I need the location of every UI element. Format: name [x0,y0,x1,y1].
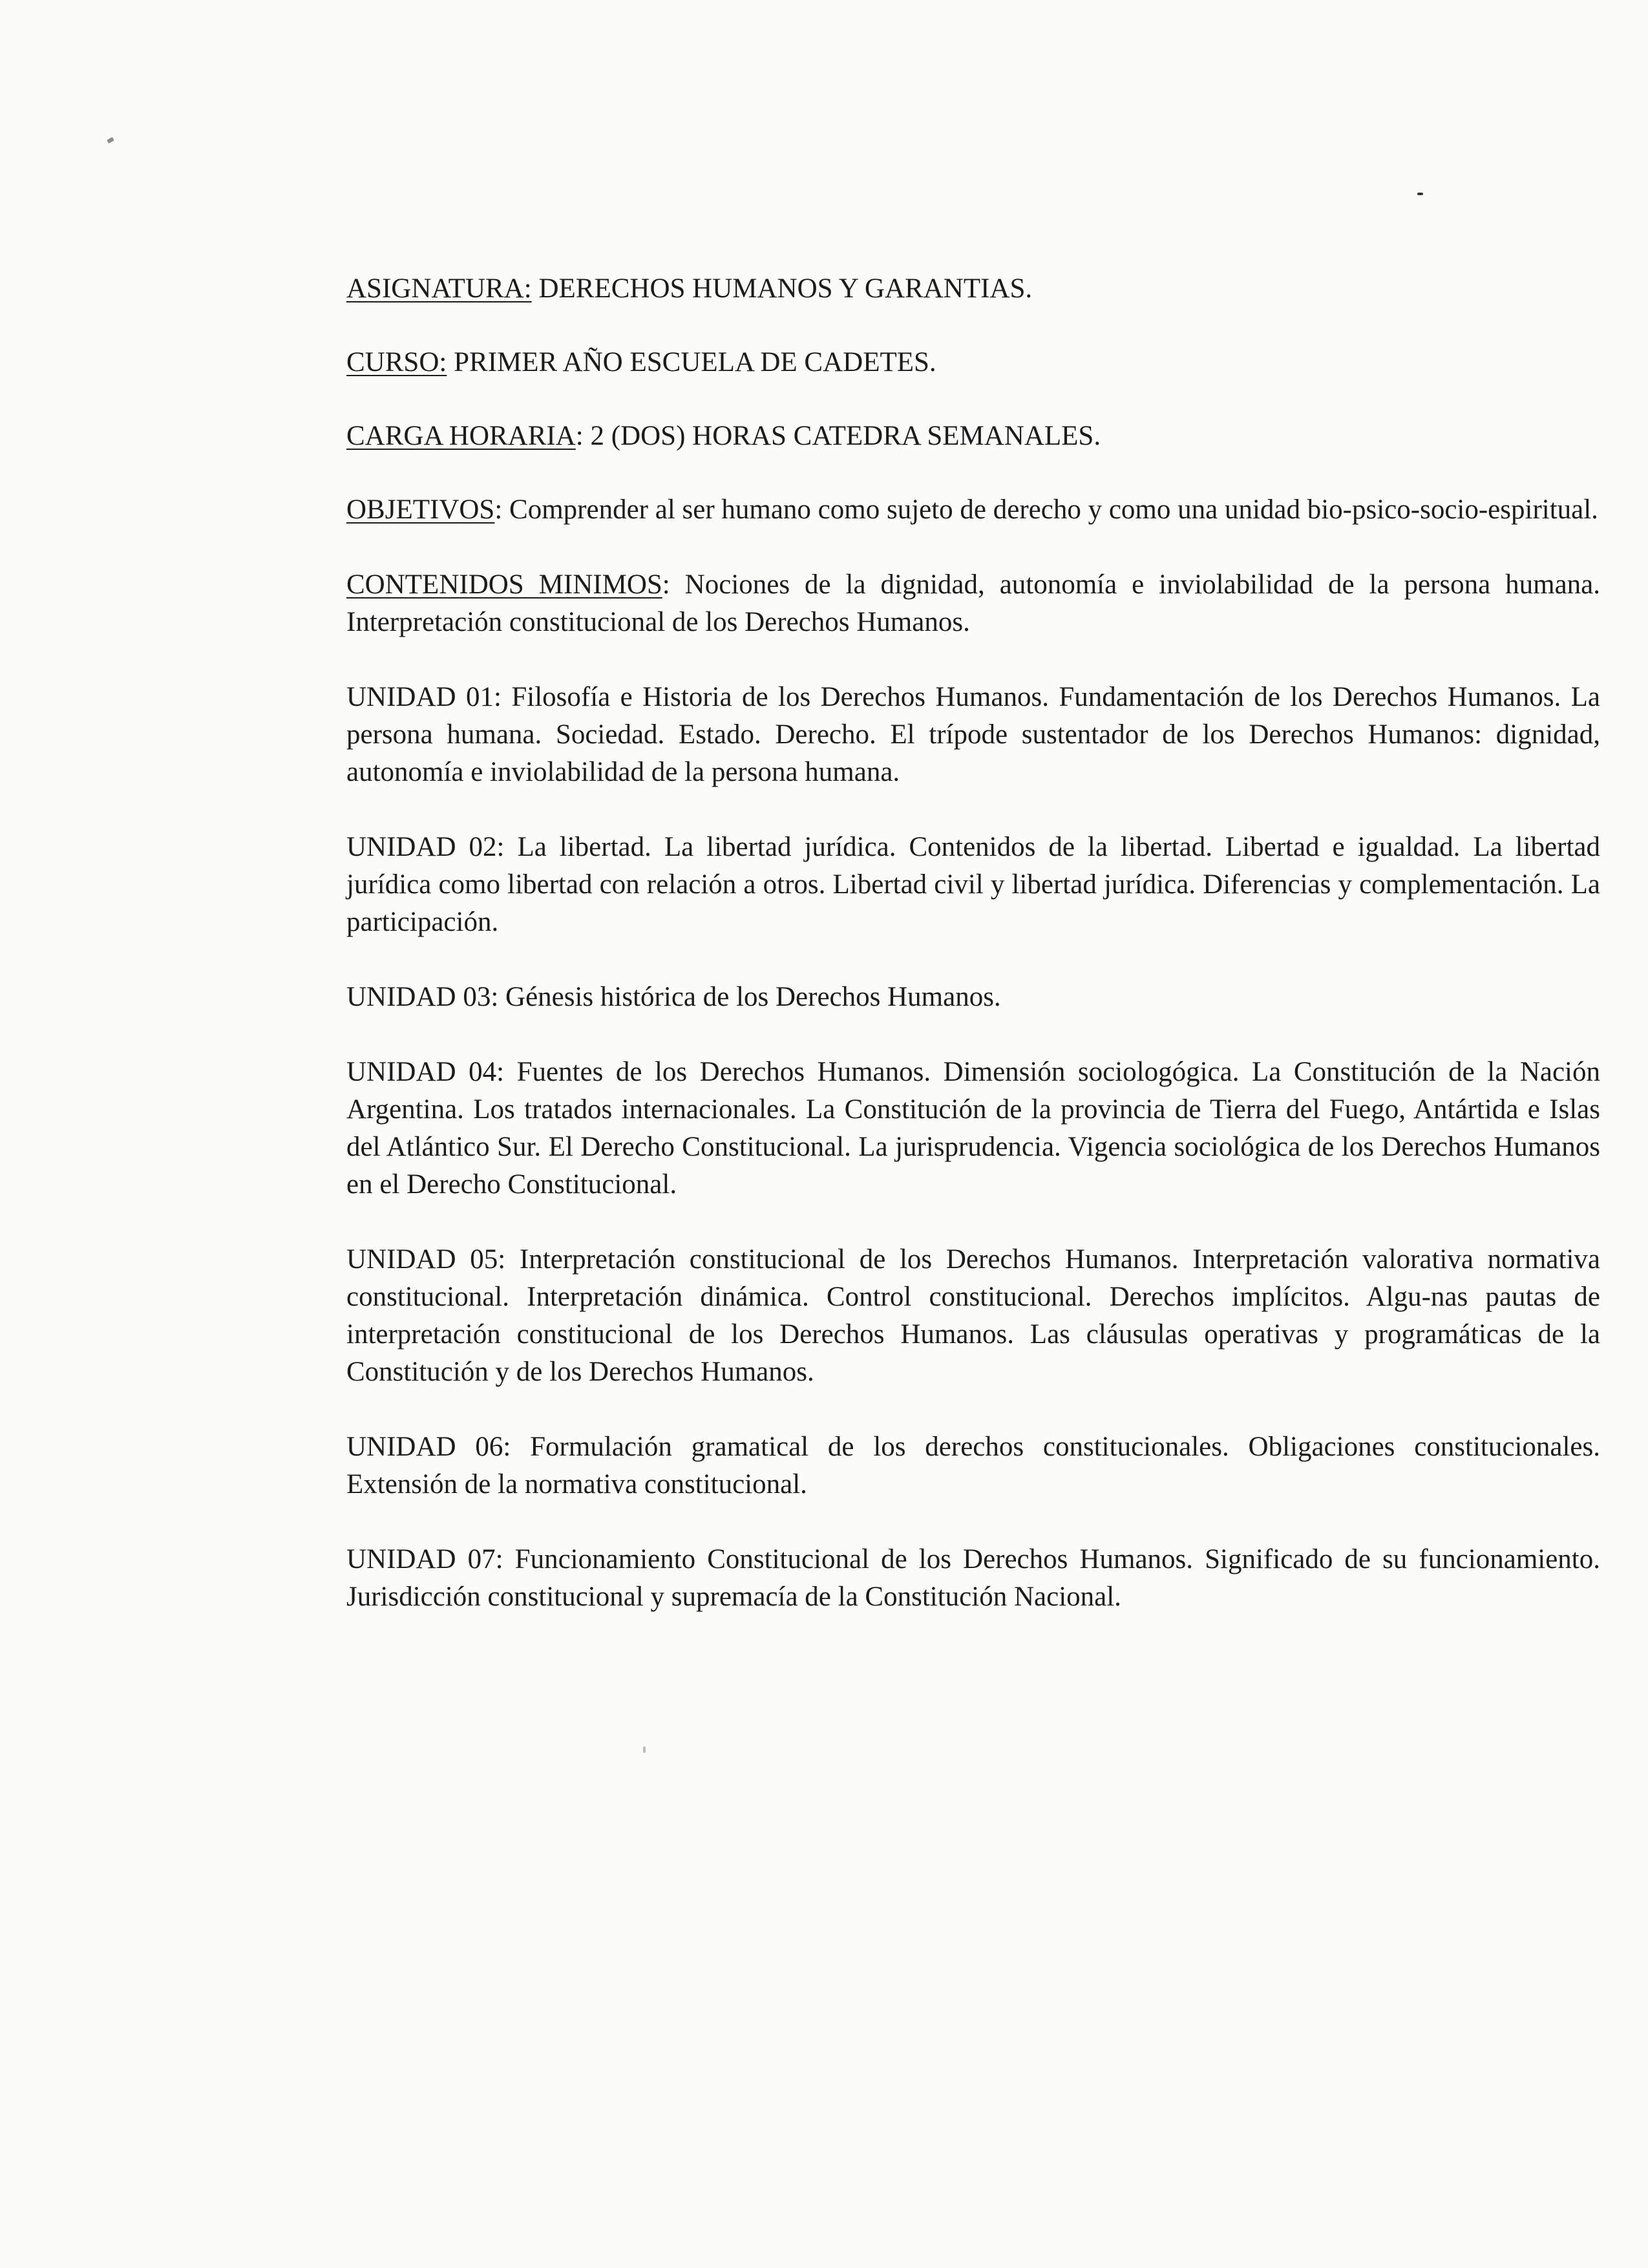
asignatura-label: ASIGNATURA: [346,273,532,304]
objetivos-label: OBJETIVOS [346,494,495,525]
carga-horaria-line [346,418,1600,455]
curso-label: CURSO: [346,347,447,377]
objetivos-paragraph [346,491,1600,529]
unidad-01: UNIDAD 01: Filosofía e Historia de los Derechos Humanos. Fundamentación de los Derechos Humanos. La persona humana. Sociedad. Estado. Derecho. El trípode sustentador de los Derechos Humanos: dignidad, autonomía e inviolabilidad de la persona humana. [346,682,1600,787]
unidad-02: UNIDAD 02: La libertad. La libertad jurídica. Contenidos de la libertad. Libertad e igualdad. La libertad jurídica como libertad con relación a otros. Libertad civil y libertad jurídica. Diferencias y complementación. La participación. [346,832,1600,937]
asignatura-line [346,270,1600,308]
scan-speck [643,1746,646,1753]
curso-line [346,344,1600,381]
document-body [346,270,1600,1653]
unidad-06: UNIDAD 06: Formulación gramatical de los derechos constitucionales. Obligaciones constitucionales. Extensión de la normativa constitucional. [346,1432,1600,1500]
objetivos-text: : Comprender al ser humano como sujeto de derecho y como una unidad bio-psico-socio-espiritual. [494,494,1598,525]
unidad-04: UNIDAD 04: Fuentes de los Derechos Humanos. Dimensión sociologógica. La Constitución de la Nación Argentina. Los tratados internacionales. La Constitución de la provincia de Tierra del Fuego, Antártida e Islas del Atlántico Sur. El Derecho Constitucional. La jurisprudencia. Vigencia sociológica de los Derechos Humanos en el Derecho Constitucional. [346,1057,1600,1200]
unidad-07: UNIDAD 07: Funcionamiento Constitucional de los Derechos Humanos. Significado de su funcionamiento. Jurisdicción constitucional y supremacía de la Constitución Nacional. [346,1544,1600,1612]
unidad-03: UNIDAD 03: Génesis histórica de los Derechos Humanos. [346,982,1001,1012]
curso-value: PRIMER AÑO ESCUELA DE CADETES. [447,347,936,377]
contenidos-minimos-label: CONTENIDOS MINIMOS [346,569,662,600]
carga-horaria-value: : 2 (DOS) HORAS CATEDRA SEMANALES. [575,421,1101,451]
contenidos-minimos-paragraph [346,566,1600,641]
carga-horaria-label: CARGA HORARIA [346,421,576,451]
scan-speck [107,137,114,143]
contenidos-minimos-text: : Nociones de la dignidad, autonomía e inviolabilidad de la persona humana. Interpretación constitucional de los Derechos Humanos. [346,569,1601,637]
asignatura-value: DERECHOS HUMANOS Y GARANTIAS. [531,273,1033,304]
unidad-05: UNIDAD 05: Interpretación constitucional de los Derechos Humanos. Interpretación valorativa normativa constitucional. Interpretación dinámica. Control constitucional. Derechos implícitos. Algu-nas pautas de interpretación constitucional de los Derechos Humanos. Las cláusulas operativas y programáticas de la Constitución y de los Derechos Humanos. [346,1244,1600,1387]
scan-speck [1417,193,1423,195]
